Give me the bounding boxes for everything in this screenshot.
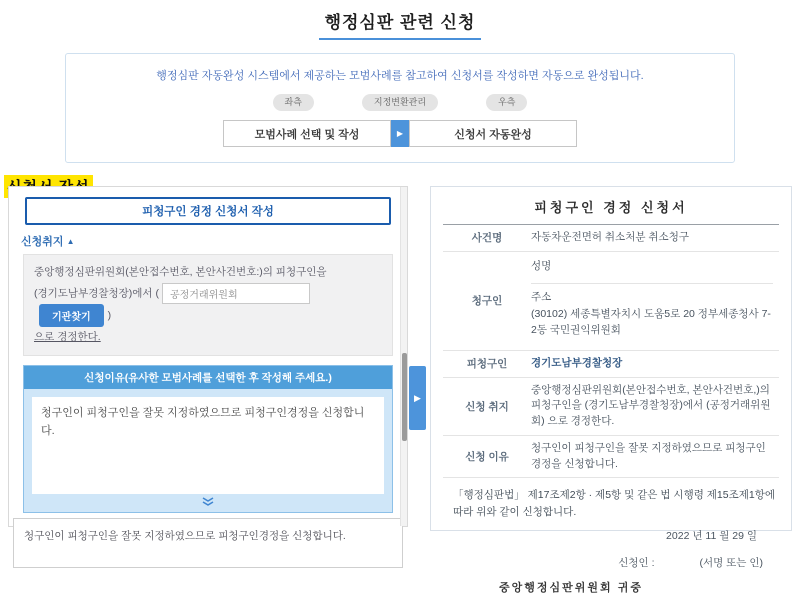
intro-box [65, 53, 735, 163]
left-panel-scrollbar[interactable] [400, 187, 407, 526]
intro-description: 행정심판 자동완성 시스템에서 제공하는 모범사례를 참고하여 신청서를 작성하면 자동으로 완성됩니다. [156, 70, 644, 82]
reason-preview: 청구인이 피청구인을 잘못 지정하였으므로 피청구인경정을 신청합니다. [13, 518, 403, 568]
row-reason [443, 436, 779, 479]
respondent-label: 피청구인 [466, 358, 508, 371]
tag-right: 우측 [486, 94, 527, 111]
purpose-row-value: 중앙행정심판위원회(본안접수번호, 본안사건번호,)의 피청구인을 (경기도남부경찰청장)에서 (공정거래위원회) 으로 경정한다. [531, 383, 771, 427]
purpose-line3: 으로 경정한다. [34, 331, 101, 344]
tag-row [66, 94, 734, 111]
scrollbar-thumb[interactable] [402, 353, 407, 441]
reason-row-value: 청구인이 피청구인을 잘못 지정하였으므로 피청구인경정을 신청합니다. [531, 441, 766, 470]
flow-arrow-right-icon[interactable]: ▶ [391, 120, 409, 147]
flow-step-select-case[interactable]: 모범사례 선택 및 작성 [223, 120, 391, 147]
transfer-arrow-button[interactable]: ▶ [409, 366, 426, 430]
claimant-label: 청구인 [471, 295, 503, 308]
purpose-label [21, 233, 407, 249]
triangle-up-icon: ▲ [66, 237, 75, 246]
purpose-label-text: 신청취지 [21, 236, 64, 248]
reason-section [23, 365, 393, 513]
flow-row [66, 120, 734, 147]
form-title: 피청구인 경정 신청서 작성 [25, 197, 391, 225]
tag-left: 좌측 [273, 94, 314, 111]
page-title: 행정심판 관련 신청 [319, 8, 482, 40]
purpose-line2-suffix: ) [107, 309, 112, 322]
document-closing: 「행정심판법」 제17조제2항 · 제5항 및 같은 법 시행령 제15조제1항에 따라 위와 같이 신청합니다. [453, 489, 775, 519]
respondent-value: 경기도남부경찰청장 [531, 356, 623, 369]
case-name-value: 자동차운전면허 취소처분 취소청구 [531, 231, 689, 243]
row-case-name [443, 225, 779, 252]
document-date: 2022 년 11 월 29 일 [666, 529, 757, 542]
form-panel [8, 186, 408, 543]
document-title: 피청구인 경정 신청서 [443, 197, 779, 225]
row-claimant [443, 252, 779, 351]
chevron-double-down-icon [201, 497, 215, 507]
purpose-row-label: 신청 취지 [465, 400, 509, 413]
purpose-box [23, 254, 393, 356]
find-agency-button[interactable]: 기관찾기 [39, 304, 104, 327]
claimant-name-block [531, 257, 773, 283]
case-name-label: 사건명 [471, 232, 503, 245]
reason-row-label: 신청 이유 [465, 451, 509, 463]
collapse-button[interactable] [24, 494, 392, 512]
main-area [0, 186, 800, 594]
claimant-address-label: 주소 [531, 290, 552, 303]
flow-step-autocomplete[interactable]: 신청서 자동완성 [409, 120, 577, 147]
document-signer [443, 555, 779, 570]
agency-input[interactable] [162, 283, 310, 304]
document-recipient: 중앙행정심판위원회 귀중 [499, 581, 643, 594]
signer-label: 신청인 : [618, 556, 655, 569]
claimant-address-block [531, 283, 773, 345]
tag-middle: 지정변환관리 [362, 94, 438, 111]
reason-header: 신청이유(유사한 모범사례를 선택한 후 작성해 주세요.) [24, 366, 392, 389]
document-panel [430, 186, 792, 594]
purpose-line2-prefix: (경기도남부경찰청장)에서 ( [34, 287, 159, 300]
reason-textarea[interactable]: 청구인이 피청구인을 잘못 지정하였으므로 피청구인경정을 신청합니다. [32, 397, 384, 494]
claimant-address-value: (30102) 세종특별자치시 도움5로 20 정부세종청사 7-2동 국민권익위원회 [531, 308, 771, 336]
purpose-line1: 중앙행정심판위원회(본안접수번호, 본안사건번호:)의 피청구인을 [34, 266, 327, 278]
row-purpose [443, 378, 779, 436]
signer-note: (서명 또는 인) [699, 556, 763, 569]
claimant-value [531, 257, 779, 345]
row-respondent [443, 351, 779, 378]
claimant-name-label: 성명 [531, 259, 552, 272]
